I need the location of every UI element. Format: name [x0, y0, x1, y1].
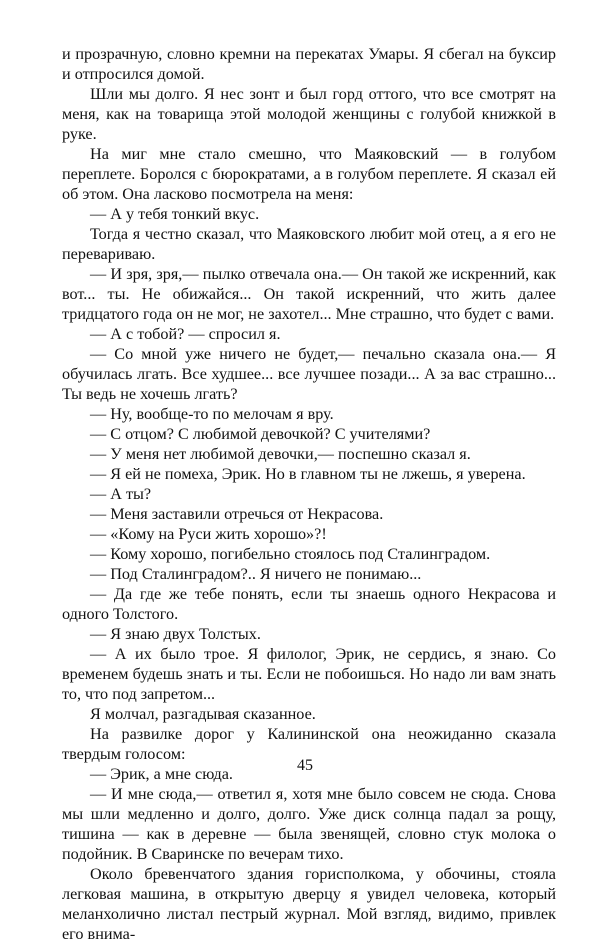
dialogue-line: — А их было трое. Я филолог, Эрик, не сердись, я знаю. Со временем будешь знать и ты. Если не побоишься. Но надо ли вам знать то, что под запретом...	[62, 645, 556, 703]
dialogue-line: — У меня нет любимой девочки,— поспешно сказал я.	[90, 445, 471, 463]
dialogue-line: — Ну, вообще-то по мелочам я вру.	[90, 405, 334, 423]
dialogue-line: — Под Сталинградом?.. Я ничего не понимаю...	[90, 565, 422, 583]
dialogue-line: — Меня заставили отречься от Некрасова.	[90, 505, 384, 523]
document-body	[62, 44, 556, 944]
dialogue-line: — С отцом? С любимой девочкой? С учителями?	[90, 425, 431, 443]
paragraph: На развилке дорог у Калининской она неожиданно сказала твердым голосом:	[62, 725, 556, 763]
dialogue-line: — А с тобой? — спросил я.	[90, 325, 281, 343]
dialogue-line: — Кому хорошо, погибельно стоялось под Сталинградом.	[90, 545, 491, 563]
paragraph: Тогда я честно сказал, что Маяковского любит мой отец, а я его не перевариваю.	[62, 225, 556, 263]
paragraph: Шли мы долго. Я нес зонт и был горд оттого, что все смотрят на меня, как на товарища этой молодой женщины с голубой книжкой в руке.	[62, 85, 556, 143]
dialogue-line: — Эрик, а мне сюда.	[90, 765, 233, 783]
dialogue-line: — Со мной уже ничего не будет,— печально сказала она.— Я обучилась лгать. Все худшее... все лучшее позади... А за вас страшно... Ты ведь не хочешь лгать?	[62, 345, 556, 403]
paragraph: Около бревенчатого здания горисполкома, у обочины, стояла легковая машина, в открытую дверцу я увидел человека, который меланхолично листал пестрый журнал. Мой взгляд, видимо, привлек его внима-	[62, 865, 556, 943]
dialogue-line: — Я знаю двух Толстых.	[90, 625, 261, 643]
dialogue-line: — И зря, зря,— пылко отвечала она.— Он такой же искренний, как вот... ты. Не обижайся... Он такой искренний, что жить далее тридцатого года он не мог, не захотел... Мне страшно, что будет с вами.	[62, 265, 556, 323]
dialogue-line: — Да где же тебе понять, если ты знаешь одного Некрасова и одного Толстого.	[62, 585, 556, 623]
dialogue-line: — А ты?	[90, 485, 152, 503]
dialogue-line: — Я ей не помеха, Эрик. Но в главном ты не лжешь, я уверена.	[90, 465, 526, 483]
page-number: 45	[297, 757, 313, 774]
paragraph: Я молчал, разгадывая сказанное.	[90, 705, 316, 723]
paragraph: и прозрачную, словно кремни на перекатах Умары. Я сбегал на буксир и отпросился домой.	[62, 45, 556, 83]
dialogue-line: — «Кому на Руси жить хорошо»?!	[90, 525, 327, 543]
dialogue-line: — И мне сюда,— ответил я, хотя мне было совсем не сюда. Снова мы шли медленно и долго, долго. Уже диск солнца падал за рощу, тишина — как в деревне — была звенящей, словно стук молока о подойник. В Сваринске по вечерам тихо.	[62, 785, 556, 863]
dialogue-line: — А у тебя тонкий вкус.	[90, 205, 260, 223]
paragraph: На миг мне стало смешно, что Маяковский — в голубом переплете. Боролся с бюрократами, а в голубом переплете. Я сказал ей об этом. Она ласково посмотрела на меня:	[62, 145, 556, 203]
